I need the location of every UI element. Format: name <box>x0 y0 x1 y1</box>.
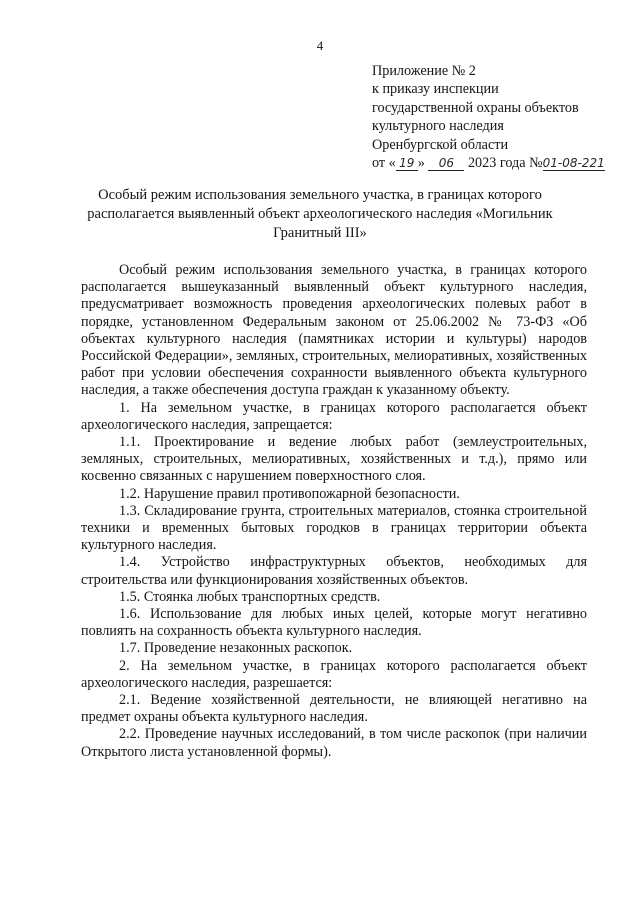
paragraph-1-7: 1.7. Проведение незаконных раскопок. <box>119 640 353 657</box>
date-year: 2023 года № <box>467 155 543 172</box>
appendix-header <box>372 62 634 172</box>
paragraph-intro: Особый режим использования земельного участка, в границах которого располагается вышеуказанный выявленный объект культурного наследия, предусматривает возможность проведения археологических полевых работ в порядке, установленном Федеральным законом от 25.06.2002 № 73-ФЗ «Об объектах культурного наследия (памятниках истории и культуры) народов Российской Федерации», земляных, строительных, мелиоративных, хозяйственных работ при условии обеспечения сохранности выявленного объекта культурного наследия, а также обеспечения доступа граждан к указанному объекту. <box>81 262 587 399</box>
paragraph-1-3: 1.3. Складирование грунта, строительных материалов, стоянка строительной техники и временных бытовых городков в границах территории объекта культурного наследия. <box>81 502 587 554</box>
paragraph-1-5: 1.5. Стоянка любых транспортных средств. <box>119 588 381 605</box>
appendix-issuer-line: государственной охраны объектов <box>372 99 579 116</box>
paragraph-1-6: 1.6. Использование для любых иных целей, которые могут негативно повлиять на сохранность объекта культурного наследия. <box>81 606 587 640</box>
paragraph-2-2: 2.2. Проведение научных исследований, в том числе раскопок (при наличии Открытого листа установленной формы). <box>81 726 587 760</box>
paragraph-1: 1. На земельном участке, в границах которого располагается объект археологического наследия, запрещается: <box>81 399 587 433</box>
date-day-handwritten: 19 <box>396 156 418 171</box>
paragraph-2-1: 2.1. Ведение хозяйственной деятельности, не влияющей негативно на предмет охраны объекта культурного наследия. <box>81 692 587 726</box>
appendix-region: Оренбургской области <box>372 136 509 153</box>
appendix-title: Приложение № 2 <box>372 63 476 79</box>
paragraph-1-4: 1.4. Устройство инфраструктурных объектов, необходимых для строительства или функционирования хозяйственных объектов. <box>81 554 587 588</box>
paragraph-2: 2. На земельном участке, в границах которого располагается объект археологического наследия, разрешается: <box>81 657 587 691</box>
appendix-issuer-line-2: культурного наследия <box>372 118 504 135</box>
paragraph-1-2: 1.2. Нарушение правил противопожарной безопасности. <box>119 485 460 502</box>
document-body <box>81 262 587 761</box>
order-number-handwritten: 01-08-221 <box>542 156 605 171</box>
document-title: Особый режим использования земельного участка, в границах которого располагается выявленный объект археологического наследия «Могильник Гранитный III» <box>87 187 553 241</box>
appendix-date-line <box>372 154 634 172</box>
date-month-handwritten: 06 <box>428 156 464 171</box>
date-prefix: от « <box>372 155 396 172</box>
page-number: 4 <box>316 38 324 53</box>
paragraph-1-1: 1.1. Проектирование и ведение любых работ (землеустроительных, земляных, строительных, мелиоративных, хозяйственных и т.д.), прямо или косвенно связанных с нарушением поверхностного слоя. <box>81 434 587 485</box>
date-separator: » <box>417 155 425 172</box>
appendix-order-ref: к приказу инспекции <box>372 81 499 98</box>
